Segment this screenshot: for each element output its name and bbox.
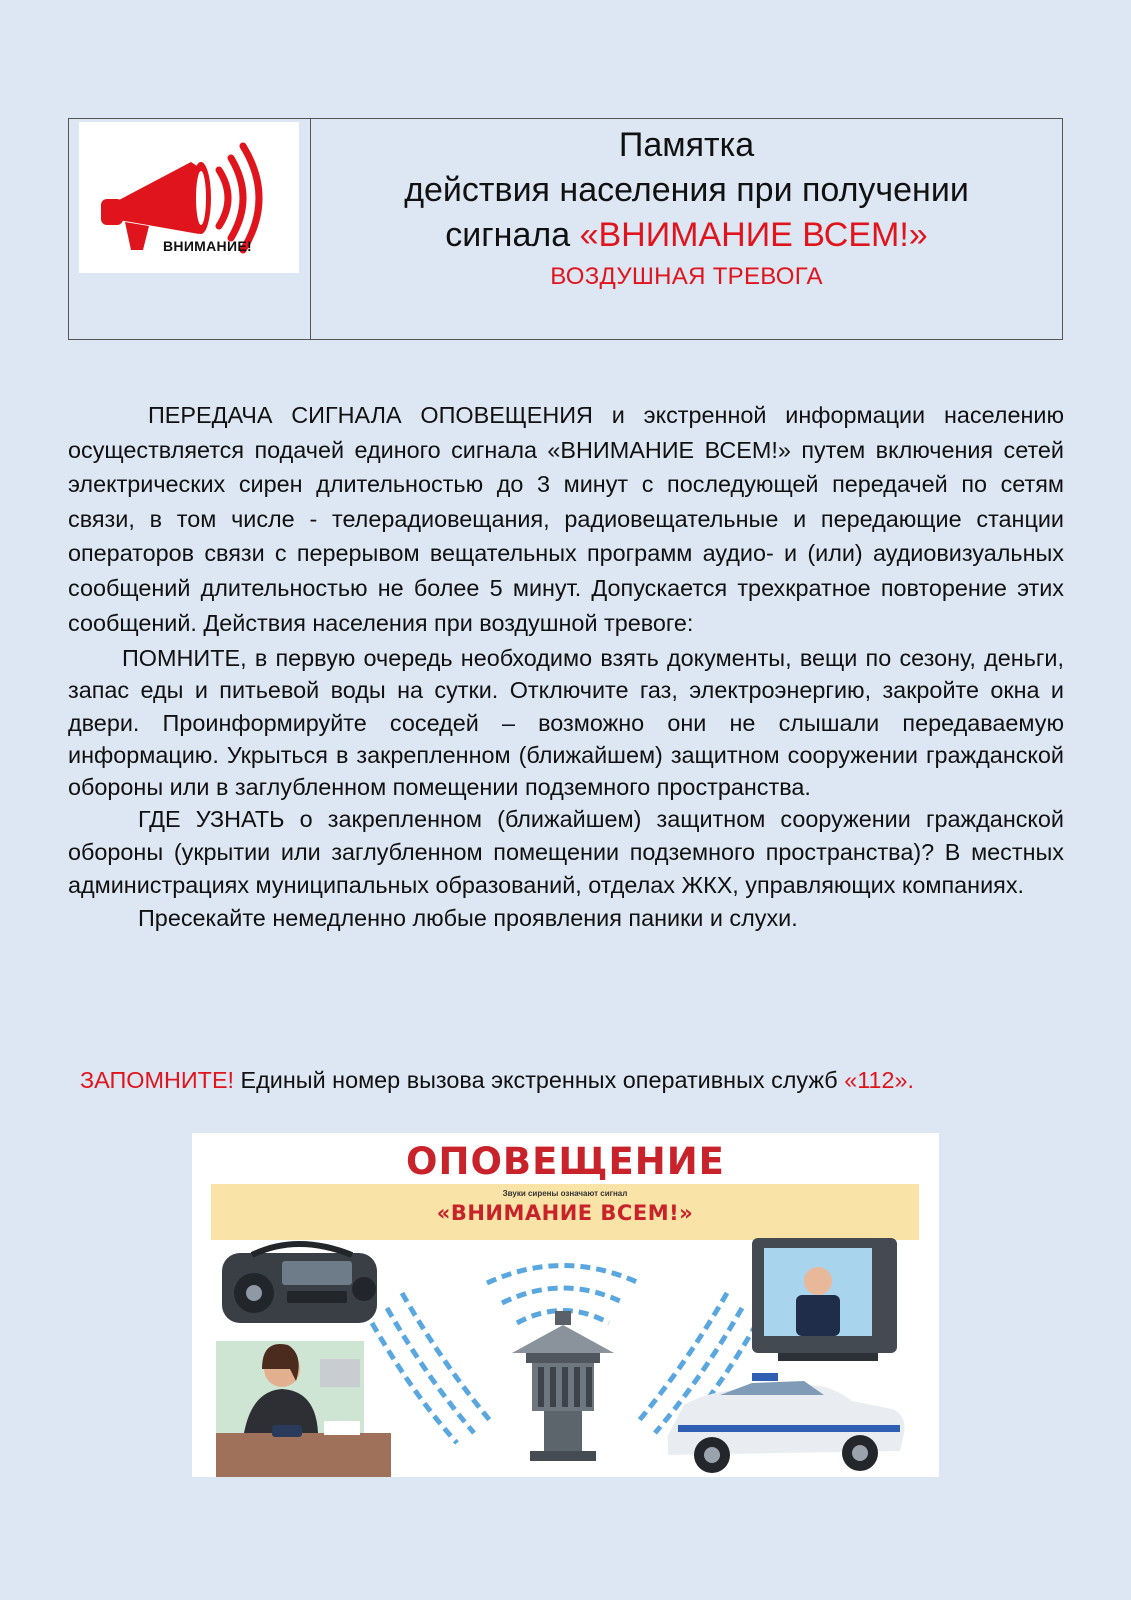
poster-subtitle: Звуки сирены означают сигнал <box>502 1189 628 1198</box>
radio-icon <box>222 1244 377 1323</box>
title-line-1: Памятка <box>618 126 755 164</box>
paragraph-3: ГДЕ УЗНАТЬ о закрепленном (ближайшем) защитном сооружении гражданской обороны (укрытии или заглубленном помещении подземного пространства)? В местных администрациях муниципальных образований, отделах ЖКХ, управляющих компаниях. <box>68 806 1064 899</box>
police-car-icon <box>668 1373 905 1473</box>
paragraph-2: ПОМНИТЕ, в первую очередь необходимо взять документы, вещи по сезону, деньги, запас еды и питьевой воды на сутки. Отключите газ, электроэнергию, закройте окна и двери. Проинформируйте соседей – возможно они не слышали передаваемую информацию. Укрыться в закрепленном (ближайшем) защитном сооружении гражданской обороны или в заглубленном помещении подземного пространства. <box>68 645 1064 800</box>
phone-operator-icon <box>216 1341 391 1477</box>
title-cell <box>311 119 1062 339</box>
body-text <box>68 398 1064 935</box>
siren-icon <box>512 1311 614 1461</box>
remember-text: Единый номер вызова экстренных оперативных служб <box>234 1067 845 1093</box>
header-table <box>68 118 1063 340</box>
paragraph-4: Пресекайте немедленно любые проявления паники и слухи. <box>138 905 798 932</box>
remember-label: ЗАПОМНИТЕ! <box>80 1067 235 1093</box>
logo-card <box>79 122 299 273</box>
title-highlight: «ВНИМАНИЕ ВСЕМ!» <box>579 216 928 254</box>
title-line-2: действия населения при получении <box>404 171 969 209</box>
logo-cell <box>69 119 311 339</box>
remember-line <box>80 1063 914 1097</box>
paragraph-1: ПЕРЕДАЧА СИГНАЛА ОПОВЕЩЕНИЯ и экстренной информации населению осуществляется подачей единого сигнала «ВНИМАНИЕ ВСЕМ!» путем включения сетей электрических сирен длительностью до 3 минут с последующей передачей по сетям связи, в том числе - телерадиовещания, радиовещательные и передающие станции операторов связи с перерывом вещательных программ аудио- и (или) аудиовизуальных сообщений длительностью не более 5 минут. Допускается трехкратное повторение этих сообщений. Действия населения при воздушной тревоге: <box>68 402 1064 636</box>
poster-band-title: «ВНИМАНИЕ ВСЕМ!» <box>436 1201 694 1225</box>
title-line-3-prefix: сигнала <box>445 216 580 254</box>
tv-icon <box>752 1238 897 1361</box>
poster-illustration <box>192 1133 939 1477</box>
title-line-3 <box>311 213 1062 258</box>
emergency-number: «112». <box>844 1067 915 1093</box>
logo-text: ВНИМАНИЕ! <box>163 238 252 254</box>
subtitle: ВОЗДУШНАЯ ТРЕВОГА <box>550 263 823 290</box>
warning-poster <box>192 1133 939 1477</box>
poster-title: ОПОВЕЩЕНИЕ <box>406 1140 725 1183</box>
